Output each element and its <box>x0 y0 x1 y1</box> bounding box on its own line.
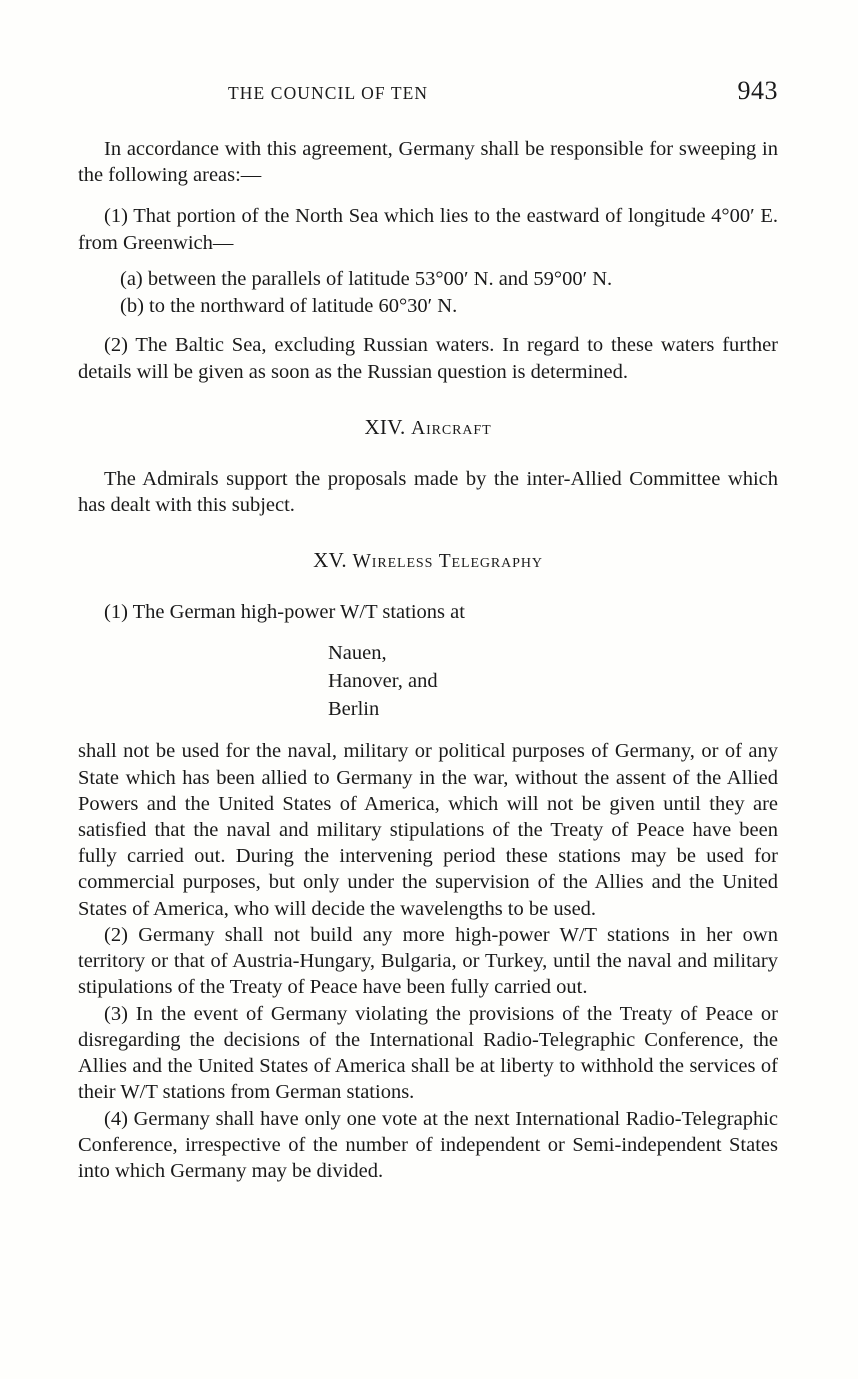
sublist-item-a: (a) between the parallels of latitude 53°00′ N. and 59°00′ N. <box>120 267 613 290</box>
section-14-number: XIV. <box>364 414 406 439</box>
sublist-item-b: (b) to the northward of latitude 60°30′ N. <box>120 295 458 318</box>
page-content <box>78 76 778 1184</box>
paragraph-item-1: (1) That portion of the North Sea which lies to the eastward of longitude 4°00′ E. from Greenwich— <box>78 205 778 254</box>
running-head <box>78 76 778 106</box>
running-title: THE COUNCIL OF TEN <box>228 83 429 103</box>
section-14-title: Aircraft <box>411 417 492 439</box>
section-heading-14 <box>78 415 778 440</box>
section-15-number: XV. <box>313 548 347 573</box>
station-list <box>78 640 778 723</box>
paragraph-item-2: (2) The Baltic Sea, excluding Russian waters. In regard to these waters further details will be given as soon as the Russian question is determined. <box>78 334 778 383</box>
paragraph-wt-item-4: (4) Germany shall have only one vote at the next International Radio-Telegraphic Conference, irrespective of the number of independent or Semi-independent States into which Germany may be divided. <box>78 1107 778 1183</box>
paragraph-wt-body-1: shall not be used for the naval, military or political purposes of Germany, or of any State which has been allied to Germany in the war, without the assent of the Allied Powers and the United States of America, which will not be given until they are satisfied that the naval and military stipulations of the Treaty of Peace have been fully carried out. During the intervening period these stations may be used for commercial purposes, but only under the supervision of the Allies and the United States of America, who will decide the wavelengths to be used. <box>78 740 778 920</box>
station-list-item: Hanover, and <box>328 669 438 692</box>
spacer <box>78 191 778 203</box>
section-15-title: Wireless Telegraphy <box>352 551 543 573</box>
paragraph-intro: In accordance with this agreement, Germany shall be responsible for sweeping in the following areas:— <box>78 138 778 187</box>
paragraph-wt-item-2: (2) Germany shall not build any more high-power W/T stations in her own territory or that of Austria-Hungary, Bulgaria, or Turkey, until the naval and military stipulations of the Treaty of Peace have been fully carried out. <box>78 923 778 999</box>
page-number: 943 <box>737 76 778 105</box>
station-list-item: Berlin <box>328 698 380 721</box>
section-heading-15 <box>78 548 778 573</box>
paragraph-aircraft: The Admirals support the proposals made by the inter-Allied Committee which has dealt with this subject. <box>78 467 778 517</box>
sublist-1 <box>78 266 778 319</box>
wt-body-block <box>78 738 778 1184</box>
spacer <box>78 320 778 332</box>
paragraph-wt-item-1: (1) The German high-power W/T stations at <box>104 601 465 624</box>
paragraph-wt-item-3: (3) In the event of Germany violating the provisions of the Treaty of Peace or disregarding the decisions of the International Radio-Telegraphic Conference, the Allies and the United States of America shall be at liberty to withhold the services of their W/T stations from German stations. <box>78 1002 778 1104</box>
station-list-item: Nauen, <box>328 641 387 664</box>
